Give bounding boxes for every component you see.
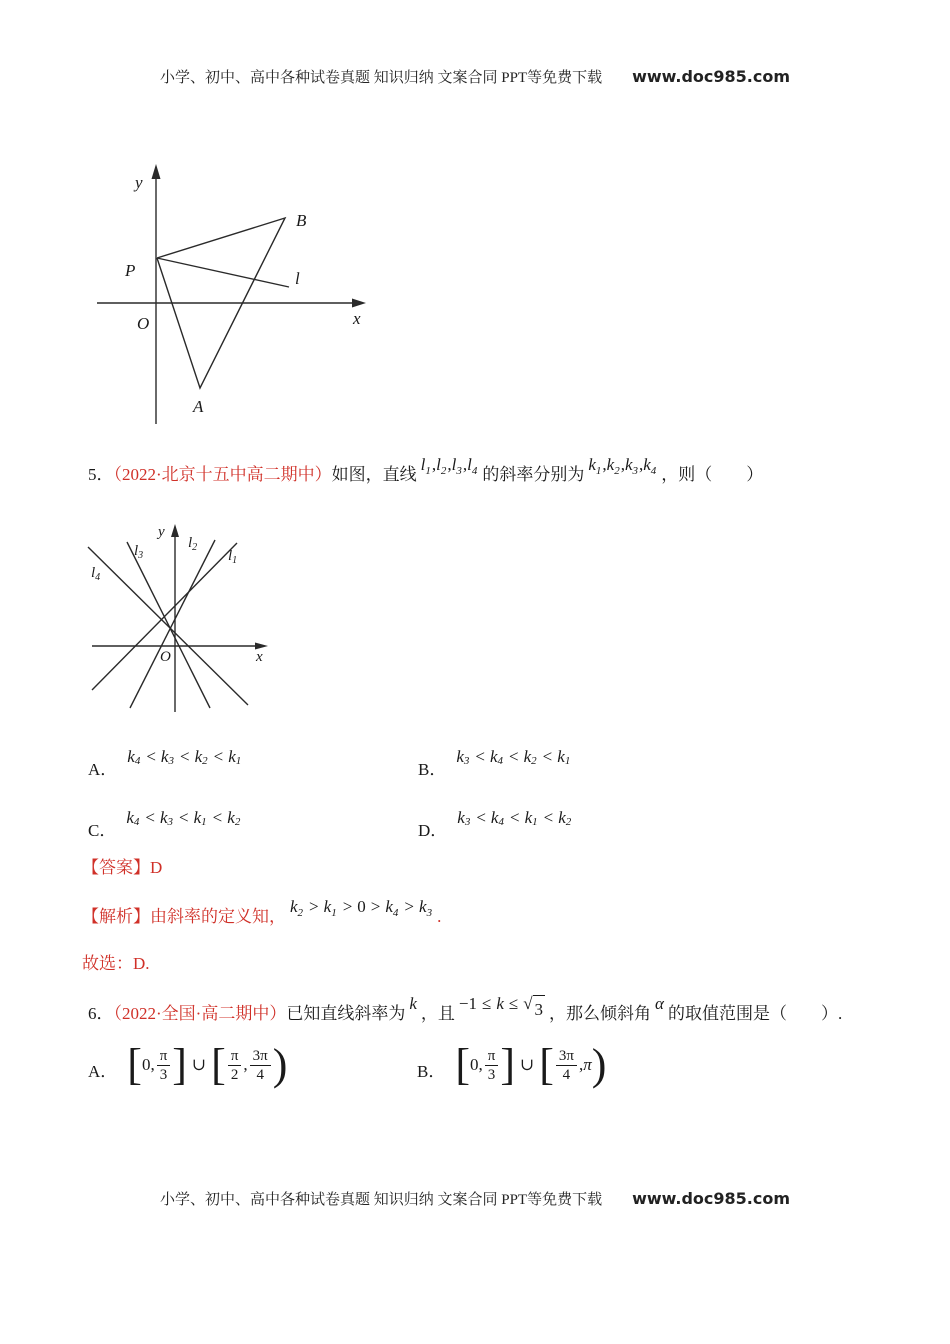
label-y: y [135,173,143,192]
header-text: 小学、初中、高中各种试卷真题 知识归纳 文案合同 PPT等免费下载 [159,70,603,86]
question-5-number: 5． [88,465,114,484]
q5-option-c [88,803,241,840]
question-6-math-k: k [409,994,417,1013]
label-l4: $l_4$ [91,565,101,583]
label-y: y [158,524,165,540]
question-6-math-range: −1 ≤ k ≤ √ 3 [455,990,549,1024]
label-x: x [353,309,361,328]
footer-text: 小学、初中、高中各种试卷真题 知识归纳 文案合同 PPT等免费下载 [159,1192,603,1208]
y-axis-arrow-icon [152,164,161,179]
question-5-text3: ，则（ ） [661,465,764,484]
question-6-text2: ，且 [420,1004,455,1023]
q5-option-d [418,803,572,840]
question-6-text4: 的取值范围是（ ）. [667,1004,843,1023]
label-origin: O [137,314,150,333]
q5-option-a [88,742,242,779]
page-footer [0,1188,950,1209]
footer-url: www.doc985.com [632,1189,791,1208]
q5-answer-line [82,854,162,882]
x-axis-arrow-icon [352,299,366,308]
question-5-math-lines: $l_1,l_2,l_3,l_4$ [420,455,478,477]
label-p: P [125,261,136,280]
q5-option-d-label: D． [418,821,448,840]
q5-option-d-math: k 3 < k 4 < k 1 < k 2 [457,808,572,828]
q5-option-c-label: C． [88,821,117,840]
answer-label: 【答案】 [82,858,150,877]
question-6-text3: ，那么倾斜角 [549,1004,652,1023]
answer-value: D [150,858,163,877]
line-l [157,258,289,287]
question-5-stem [88,455,764,491]
q5-conclusion [82,950,150,978]
question-6-number: 6． [88,1004,114,1023]
label-l3: $l_3$ [134,543,144,561]
line-l2 [130,540,215,708]
question-5-text2: 的斜率分别为 [482,465,585,484]
question-5-source: （2022·北京十五中高二期中） [113,465,332,484]
question-5-math-slopes: $k_1,k_2,k_3,k_4$ [588,455,657,477]
q5-option-b-math: k 3 < k 4 < k 2 < k 1 [456,747,571,767]
label-l1: $l_1$ [228,548,238,566]
q6-option-a [88,1042,287,1088]
figure-four-lines [78,522,290,718]
y-axis-arrow-icon [171,524,179,537]
q6-option-b-math: [ 0, π 3 ] ∪ [ 3π 4 , π ) [455,1040,607,1089]
q6-option-b-label: B． [417,1062,446,1081]
label-b: B [296,211,307,230]
question-5-text1: 如图，直线 [331,465,417,484]
label-l2: $l_2$ [188,535,198,553]
question-6-stem [88,994,843,1034]
figure-triangle-pba [85,162,385,428]
q6-option-b [417,1042,606,1088]
q5-analysis-line [82,897,442,933]
label-x: x [256,649,263,665]
q6-option-a-math: [ 0, π 3 ] ∪ [ π 2 , 3π 4 ) [127,1040,288,1089]
q6-option-a-label: A． [88,1062,118,1081]
question-6-text1: 已知直线斜率为 [286,1004,406,1023]
label-l: l [295,269,300,288]
line-l4 [88,547,248,705]
q5-option-a-math: k 4 < k 3 < k 2 < k 1 [127,747,242,767]
label-a: A [193,397,204,416]
header-url: www.doc985.com [632,67,791,86]
analysis-label: 【解析】 [82,907,150,926]
q5-option-b-label: B． [418,760,447,779]
question-6-source: （2022·全国·高二期中） [113,1004,287,1023]
question-6-math-alpha: α [655,994,664,1013]
q5-option-a-label: A． [88,760,118,779]
page-header [0,66,950,87]
analysis-text: 由斜率的定义知， [150,907,286,926]
analysis-period: . [437,907,442,926]
q5-option-b [418,742,571,779]
conclusion-text: 故选：D. [82,954,150,973]
q5-option-c-math: k 4 < k 3 < k 1 < k 2 [126,808,241,828]
analysis-math: $k_2 > k_1 > 0 > k_4 > k_3$ [290,897,433,919]
line-l3 [127,542,210,708]
label-origin: O [160,649,171,665]
